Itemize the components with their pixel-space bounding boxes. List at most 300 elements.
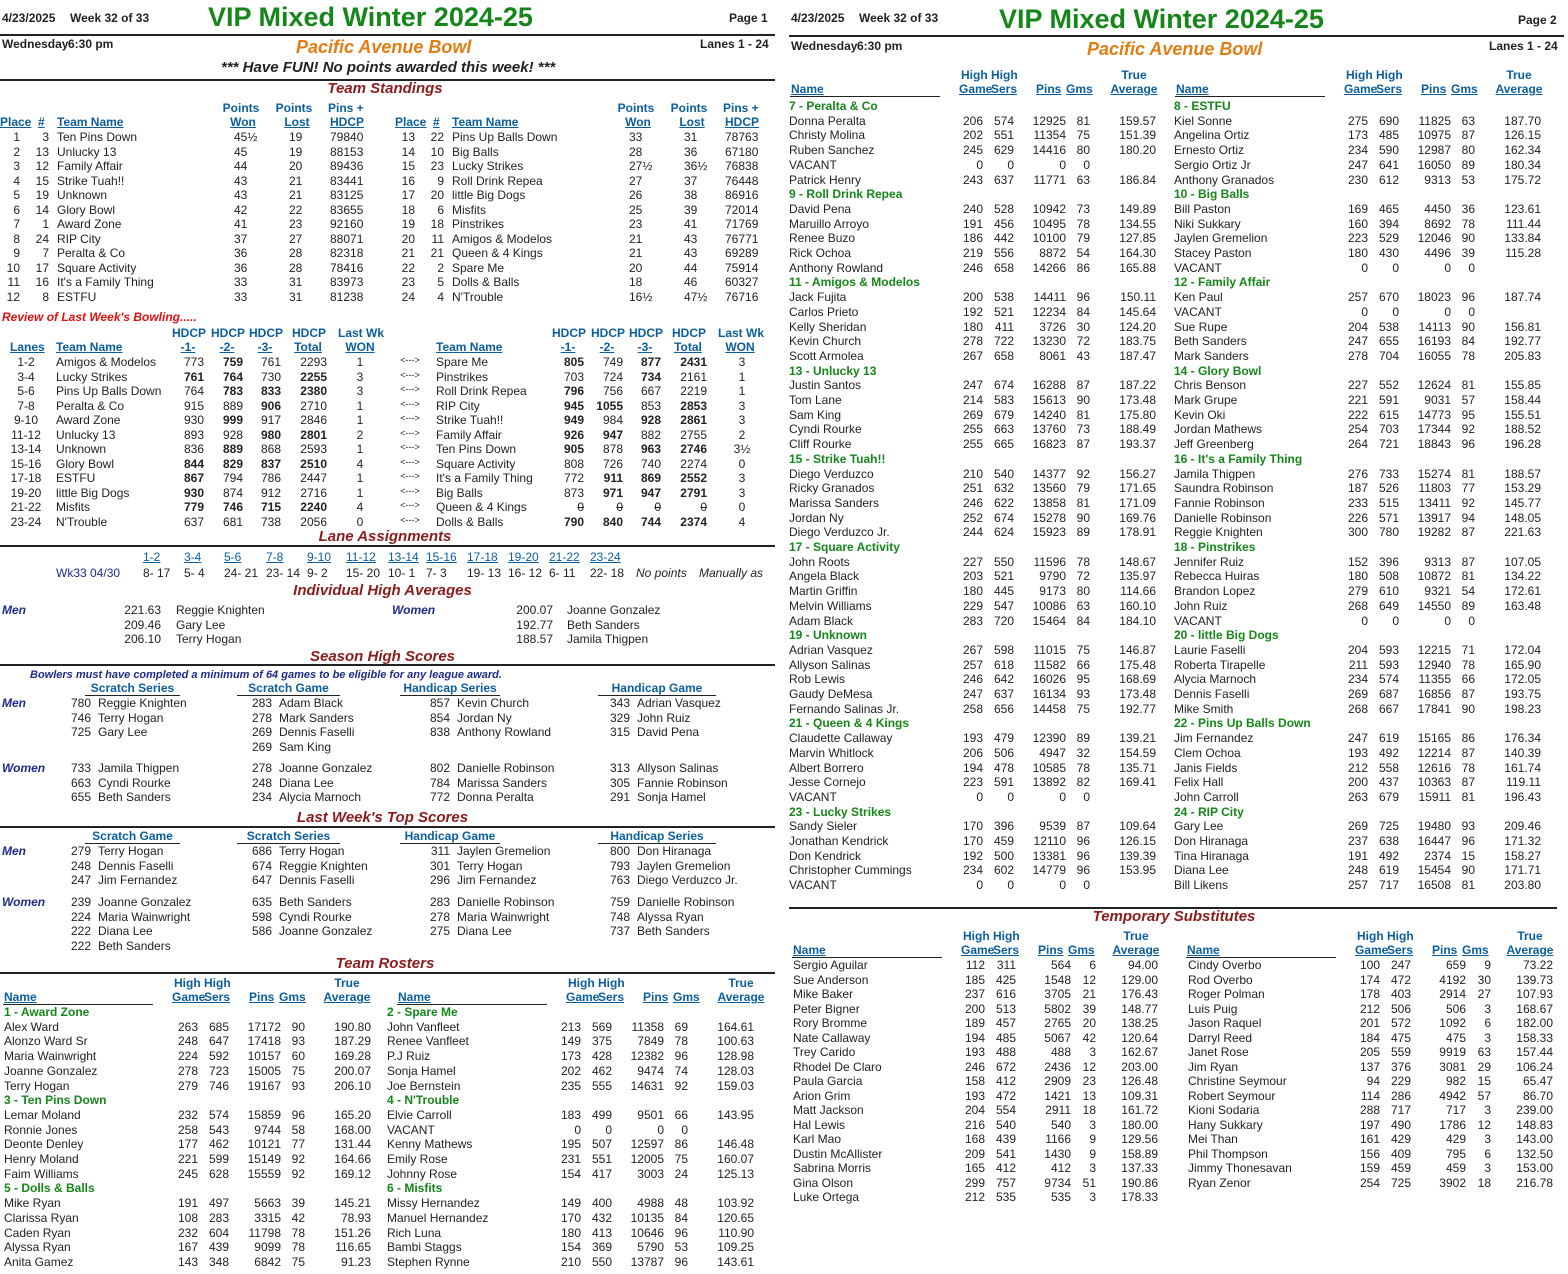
column-header: Average: [717, 990, 765, 1004]
average: 196.43: [1504, 789, 1541, 804]
high-game: 193: [964, 1045, 985, 1059]
high-series: 376: [1390, 1059, 1411, 1074]
column-header: High: [204, 976, 231, 990]
average: 132.50: [1516, 1146, 1553, 1161]
bowler-name: Bill Paston: [1174, 201, 1231, 216]
bowler-name: Rebecca Huiras: [1174, 569, 1260, 584]
high-game: 255: [962, 422, 983, 437]
high-game: 194: [964, 1030, 985, 1045]
score: 0: [654, 500, 661, 514]
sub-name: Paula Garcia: [793, 1074, 863, 1088]
high-series: 670: [1378, 290, 1399, 305]
average: 176.34: [1504, 731, 1541, 746]
points-won: 1: [356, 442, 364, 456]
high-game: 234: [1347, 143, 1368, 158]
high-series: 488: [995, 1045, 1016, 1059]
high-series: 485: [1378, 128, 1399, 143]
high-game: 210: [560, 1254, 581, 1269]
column-header: High: [993, 929, 1020, 943]
average: 139.39: [1119, 848, 1156, 863]
games: 75: [1076, 128, 1090, 143]
column-header: Team Name: [452, 115, 519, 129]
high-series: 286: [1390, 1088, 1411, 1103]
sub-name: Gina Olson: [793, 1175, 854, 1190]
score: 772: [563, 471, 584, 485]
pins: 12616: [1417, 760, 1451, 775]
place: 19: [401, 217, 415, 231]
high-game: 192: [962, 848, 983, 863]
games: 96: [1461, 290, 1475, 305]
column-header: Average: [1110, 82, 1158, 96]
bowler-name: Christy Molina: [789, 128, 866, 143]
bowler-name: Jordan Mathews: [1174, 422, 1263, 437]
high-game: 283: [962, 613, 983, 628]
score: 663: [70, 775, 91, 790]
high-game: 247: [962, 687, 983, 701]
high-series: 687: [1378, 687, 1399, 701]
high-game: 258: [962, 701, 983, 716]
rosters-title: Team Rosters: [335, 955, 435, 972]
lane-matchup: 5- 4: [184, 566, 205, 580]
column-header: Place: [395, 115, 427, 129]
high-series: 624: [993, 525, 1014, 540]
high-game: 227: [962, 554, 983, 569]
team-name: Lucky Strikes: [56, 369, 128, 384]
lane-pair: 21-22: [10, 500, 42, 514]
games: 66: [1461, 672, 1475, 687]
high-game: 159: [1359, 1161, 1380, 1175]
team-number: 13: [35, 144, 49, 159]
games: 84: [1076, 304, 1090, 319]
pins: 13892: [1032, 775, 1066, 790]
high-series: 592: [208, 1049, 229, 1064]
averages-title: Individual High Averages: [293, 582, 472, 599]
place: 7: [13, 217, 20, 231]
sub-name: Sabrina Morris: [793, 1161, 872, 1175]
pins: 0: [1059, 789, 1066, 804]
column-header: Pins: [643, 990, 669, 1004]
average: 176.43: [1121, 987, 1158, 1001]
score: 2755: [680, 427, 707, 442]
lane-pair-header: 19-20: [508, 550, 539, 564]
high-series: 445: [993, 584, 1014, 599]
high-game: 213: [560, 1019, 581, 1034]
average: 162.34: [1504, 143, 1541, 158]
high-series: 604: [208, 1225, 229, 1240]
games: 13: [1082, 1088, 1096, 1103]
points-lost: 43: [684, 246, 698, 260]
place: 8: [13, 231, 20, 246]
pins: 11015: [1033, 642, 1066, 657]
pins: 9734: [1044, 1175, 1071, 1190]
column-header: Gms: [1066, 82, 1093, 96]
team-heading: 15 - Strike Tuah!!: [789, 451, 886, 466]
average: 129.56: [1121, 1132, 1158, 1146]
average: 154.59: [1119, 745, 1156, 760]
pins: 4450: [1424, 201, 1451, 216]
versus: <--->: [400, 369, 420, 380]
average: 175.72: [1504, 172, 1541, 187]
average: 145.77: [1504, 495, 1541, 510]
games: 92: [674, 1078, 688, 1093]
bowler-name: John Vanfleet: [387, 1019, 460, 1034]
team-heading: 19 - Unknown: [789, 628, 868, 643]
average: 114.66: [1120, 584, 1156, 599]
high-series: 757: [995, 1175, 1016, 1190]
bowler-name: Ruben Sanchez: [789, 143, 875, 158]
games: 53: [674, 1240, 688, 1255]
high-series: 550: [591, 1254, 612, 1269]
column-header: High: [598, 976, 625, 990]
points-won: 1: [738, 384, 746, 398]
average: 198.23: [1504, 701, 1541, 716]
lane-pair: 7-8: [17, 398, 35, 413]
place: 11: [7, 275, 20, 289]
pins-hdcp: 83973: [330, 275, 364, 289]
pins: 11596: [1033, 554, 1066, 569]
pins: 9173: [1039, 584, 1066, 599]
high-series: 685: [208, 1019, 229, 1034]
high-series: 663: [993, 422, 1014, 437]
column-header: High: [963, 929, 990, 943]
bowler-name: VACANT: [1174, 304, 1222, 319]
score: 2593: [300, 442, 327, 456]
games: 42: [1082, 1030, 1096, 1045]
score: 637: [183, 514, 204, 529]
bowler-name: Don Hiranaga: [1174, 834, 1249, 848]
games: 95: [1076, 672, 1090, 687]
high-game: 186: [962, 231, 983, 246]
bowler-name: Alycia Marnoch: [279, 790, 362, 804]
lane-matchup: 22- 18: [590, 566, 625, 580]
pins: 717: [1445, 1103, 1466, 1117]
pins: 429: [1445, 1132, 1466, 1146]
points-lost: 37: [684, 173, 698, 188]
team-heading: 1 - Award Zone: [4, 1005, 90, 1019]
high-game: 191: [177, 1196, 198, 1211]
high-series: 598: [993, 642, 1014, 657]
high-series: 569: [591, 1019, 612, 1034]
column-header: True: [334, 976, 360, 990]
high-series: 679: [993, 407, 1014, 422]
points-won: 2: [356, 427, 364, 442]
column-header: Sers: [598, 990, 625, 1004]
team-number: 11: [431, 231, 444, 246]
games: 86: [1076, 260, 1090, 275]
team-name: ESTFU: [56, 471, 96, 485]
high-series: 543: [208, 1122, 229, 1137]
average: 137.33: [1121, 1161, 1158, 1175]
bowler-name: Diego Verduzco: [789, 466, 874, 481]
score: 2255: [300, 369, 327, 384]
average: 134.22: [1504, 569, 1541, 584]
games: 32: [1076, 745, 1090, 760]
high-series: 647: [208, 1034, 229, 1049]
high-series: 583: [993, 393, 1014, 407]
score: 805: [563, 355, 584, 369]
bowler-name: Jaylen Gremelion: [457, 844, 551, 858]
average: 164.61: [717, 1019, 754, 1034]
high-series: 551: [591, 1152, 612, 1166]
average: 164.66: [334, 1152, 371, 1166]
bowler-name: Stephen Rynne: [387, 1254, 470, 1269]
average: 171.09: [1119, 495, 1156, 510]
games: 92: [1076, 466, 1090, 481]
column-header: Average: [323, 990, 371, 1004]
subs-title: Temporary Substitutes: [1092, 908, 1256, 925]
bowler-name: Jack Fujita: [789, 290, 847, 305]
pins: 2914: [1439, 987, 1466, 1001]
games: 57: [1477, 1088, 1491, 1103]
versus: <--->: [400, 384, 420, 394]
high-series: 629: [993, 143, 1014, 158]
high-series: 0: [1392, 613, 1399, 628]
average: 65.47: [1522, 1074, 1553, 1088]
games: 90: [291, 1019, 305, 1034]
team-name: It's a Family Thing: [57, 275, 154, 289]
pins: 15454: [1417, 863, 1451, 878]
review-title: Review of Last Week's Bowling.....: [2, 310, 197, 324]
score: 248: [70, 858, 91, 873]
column-header: High: [1376, 68, 1403, 82]
pins: 659: [1445, 958, 1466, 972]
bowler-name: Terry Hogan: [4, 1078, 70, 1093]
category-header: Scratch Series: [85, 682, 180, 696]
average: 139.21: [1119, 731, 1156, 746]
games: 89: [1076, 525, 1090, 540]
score: 1055: [596, 398, 623, 413]
average: 145.21: [334, 1196, 371, 1211]
high-series: 679: [1378, 789, 1399, 804]
bowler-name: Anthony Granados: [1174, 172, 1275, 187]
average: 164.30: [1119, 246, 1156, 260]
points-won: 42: [234, 202, 248, 217]
pins-hdcp: 88153: [330, 144, 364, 159]
sub-name: Hany Sukkary: [1188, 1117, 1263, 1132]
column-header: Lanes: [10, 340, 45, 354]
page-1: [0, 0, 775, 1274]
games: 57: [1461, 393, 1475, 407]
sub-name: Luis Puig: [1188, 1001, 1238, 1016]
pins: 13760: [1032, 422, 1066, 437]
average: 100.63: [717, 1034, 754, 1049]
score: 917: [260, 413, 281, 427]
column-header: True: [728, 976, 754, 990]
lane-pair: 17-18: [10, 471, 42, 485]
games: 87: [1461, 775, 1475, 790]
lane-pair: 5-6: [17, 384, 35, 398]
place: 21: [401, 246, 415, 260]
average: 188.57: [516, 632, 553, 646]
high-series: 472: [1390, 972, 1411, 987]
pins: 6842: [254, 1254, 281, 1269]
high-series: 619: [1378, 863, 1399, 878]
bowler-name: Fannie Robinson: [1174, 495, 1265, 510]
average: 106.24: [1516, 1059, 1553, 1074]
bowler-name: Terry Hogan: [457, 858, 523, 873]
versus: <--->: [400, 514, 420, 525]
page-title-p2: VIP Mixed Winter 2024-25: [999, 4, 1324, 34]
pins: 9031: [1424, 393, 1451, 407]
points-won: 45: [234, 144, 248, 159]
points-lost: 41: [684, 217, 698, 231]
average: 155.85: [1504, 378, 1541, 393]
versus: <--->: [400, 456, 420, 467]
high-game: 0: [1361, 613, 1368, 628]
team-heading: 16 - It's a Family Thing: [1174, 451, 1303, 466]
team-number: 14: [35, 202, 49, 217]
games: 12: [1082, 1059, 1096, 1074]
high-game: 204: [1347, 642, 1368, 657]
games: 42: [291, 1210, 305, 1225]
high-series: 550: [993, 554, 1014, 569]
bowler-name: Jamila Thigpen: [1174, 466, 1256, 481]
column-header: High: [174, 976, 201, 990]
average: 180.00: [1121, 1117, 1158, 1132]
score: 857: [429, 696, 450, 710]
pins: 19480: [1417, 819, 1451, 834]
average: 143.61: [717, 1254, 754, 1269]
score: 928: [640, 413, 661, 427]
high-series: 492: [1378, 848, 1399, 863]
high-game: 232: [177, 1107, 198, 1122]
column-header: Game: [172, 990, 206, 1004]
column-header: Pins: [249, 990, 275, 1004]
high-game: 232: [177, 1225, 198, 1240]
average: 168.00: [334, 1122, 371, 1137]
average: 160.07: [717, 1152, 754, 1166]
games: 15: [1461, 848, 1475, 863]
team-name: Strike Tuah!!: [436, 413, 504, 427]
high-series: 475: [1390, 1030, 1411, 1045]
high-game: 240: [962, 201, 983, 216]
score: 928: [222, 427, 243, 442]
column-header: Name: [398, 990, 431, 1004]
pins-hdcp: 82318: [330, 246, 364, 260]
high-game: 206: [962, 745, 983, 760]
points-won: 0: [738, 456, 746, 471]
games: 87: [1461, 554, 1475, 569]
team-name: N'Trouble: [56, 514, 108, 529]
points-lost: 38: [684, 188, 698, 202]
bowler-name: Adam Black: [279, 696, 344, 710]
bowler-name: Mike Smith: [1174, 701, 1234, 716]
column-header: High: [991, 68, 1018, 82]
games: 3: [1484, 1161, 1491, 1175]
points-won: 20: [629, 260, 643, 275]
points-won: 44: [234, 159, 248, 173]
pins: 16193: [1417, 334, 1451, 349]
pins: 15005: [247, 1063, 281, 1078]
pins: 8872: [1039, 246, 1066, 260]
team-name: Ten Pins Down: [436, 442, 517, 456]
high-game: 108: [177, 1210, 198, 1225]
score: 877: [640, 355, 661, 369]
average: 151.26: [334, 1225, 371, 1240]
high-game: 269: [962, 407, 983, 422]
column-header: Won: [230, 115, 256, 129]
high-game: 268: [1347, 598, 1368, 613]
pins: 16026: [1032, 672, 1066, 687]
games: 20: [1082, 1016, 1096, 1030]
score: 963: [640, 442, 661, 456]
score: 278: [251, 710, 272, 725]
high-game: 202: [962, 128, 983, 143]
high-game: 255: [962, 437, 983, 452]
bowler-name: Joanne Gonzalez: [4, 1063, 98, 1078]
lane-pair-header: 11-12: [346, 550, 376, 564]
score: 734: [640, 369, 661, 384]
points-won: 1: [356, 355, 364, 369]
games: 96: [1076, 848, 1090, 863]
high-series: 615: [1378, 407, 1399, 422]
points-won: 25: [629, 202, 643, 217]
score: 784: [429, 775, 450, 790]
games: 73: [1076, 201, 1090, 216]
pins: 3315: [254, 1210, 281, 1225]
score: 761: [183, 369, 204, 384]
bowling-center: Pacific Avenue Bowl: [296, 37, 472, 57]
category-header: Handicap Game: [598, 682, 716, 696]
lastweek-title: Last Week's Top Scores: [296, 809, 469, 826]
average: 134.55: [1119, 216, 1156, 231]
high-series: 555: [591, 1078, 612, 1093]
column-header: Total: [294, 340, 322, 354]
score: 764: [222, 369, 243, 384]
sub-name: Darryl Reed: [1188, 1030, 1253, 1045]
column-header: True: [1123, 929, 1149, 943]
lanes-label: Lanes 1 - 24: [700, 37, 769, 51]
high-game: 0: [574, 1122, 581, 1137]
high-series: 574: [1378, 672, 1399, 687]
pins-hdcp: 88071: [330, 231, 364, 246]
points-lost: 21: [289, 188, 303, 202]
average: 119.11: [1506, 775, 1541, 790]
bowler-name: Niki Sukkary: [1174, 216, 1241, 231]
column-header: True: [1506, 68, 1532, 82]
bowler-name: Diana Lee: [279, 775, 334, 790]
bowler-name: Dennis Faselli: [98, 858, 174, 873]
average: 158.44: [1504, 393, 1541, 407]
pins: 12940: [1417, 657, 1451, 672]
average: 125.13: [717, 1166, 754, 1181]
team-heading: 8 - ESTFU: [1174, 99, 1231, 113]
place: 23: [401, 275, 415, 289]
pins: 12382: [630, 1049, 664, 1064]
high-game: 251: [962, 481, 983, 496]
games: 86: [674, 1137, 688, 1152]
high-series: 674: [993, 378, 1014, 393]
column-header: HDCP: [725, 115, 760, 129]
high-series: 462: [208, 1137, 229, 1152]
season-title: Season High Scores: [309, 648, 456, 665]
points-lost: 23: [289, 217, 303, 231]
score: 301: [429, 858, 450, 873]
high-series: 618: [993, 657, 1014, 672]
team-name: ESTFU: [57, 289, 97, 304]
high-game: 246: [962, 260, 983, 275]
column-header: -3-: [637, 340, 653, 354]
average: 111.44: [1506, 216, 1541, 231]
games: 90: [1076, 393, 1090, 407]
bowler-name: Beth Sanders: [637, 924, 710, 938]
high-series: 526: [1378, 481, 1399, 496]
bowler-name: Jaylen Gremelion: [637, 858, 731, 873]
pins-hdcp: 78763: [725, 130, 759, 144]
games: 84: [1076, 613, 1090, 628]
pins: 4988: [637, 1196, 664, 1211]
average: 146.48: [717, 1137, 754, 1152]
